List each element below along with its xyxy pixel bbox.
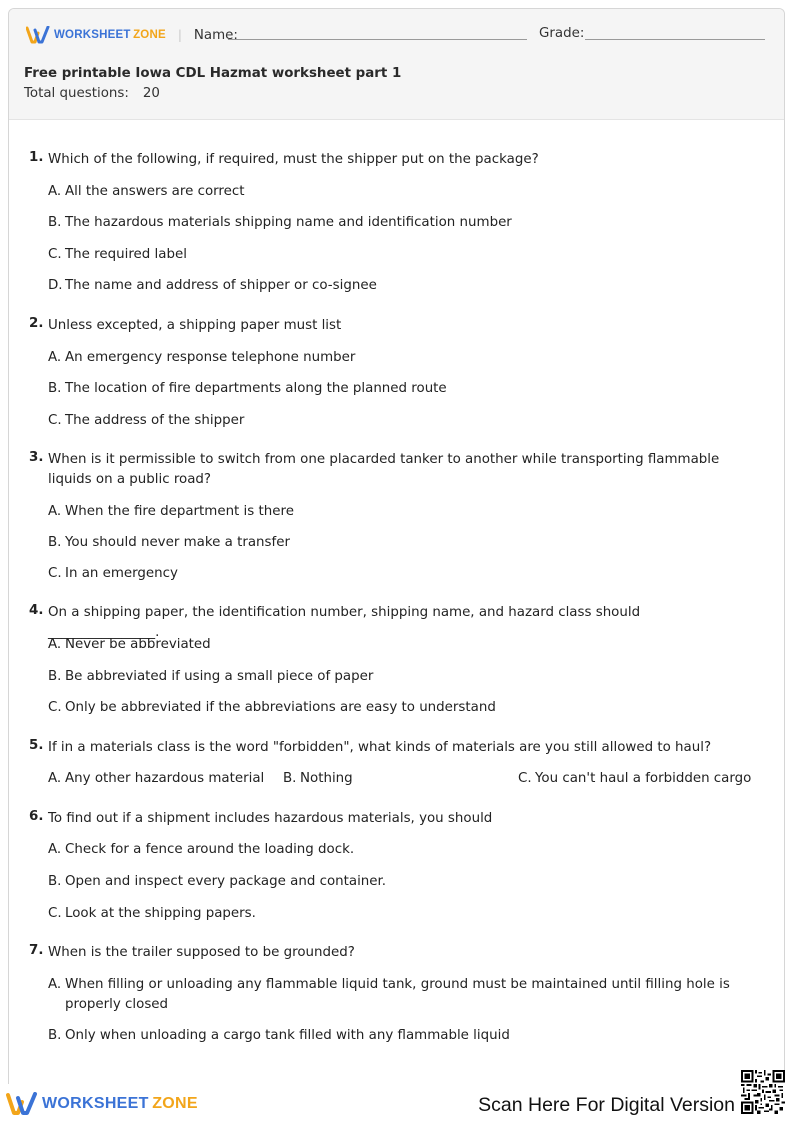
logo-worksheet-text: WORKSHEET <box>54 29 131 41</box>
answer-option[interactable] <box>283 769 503 789</box>
option-text: When the fire department is there <box>65 504 294 519</box>
answer-option[interactable] <box>48 502 748 522</box>
answer-option[interactable] <box>48 564 748 584</box>
option-letter: C. <box>48 413 62 428</box>
worksheet-header <box>9 9 784 120</box>
option-letter: A. <box>48 771 62 786</box>
answer-option[interactable] <box>48 769 278 789</box>
logo-zone-text: ZONE <box>133 29 166 41</box>
question-number: 3. <box>29 450 44 465</box>
question-text: Which of the following, if required, must the shipper put on the package? <box>48 152 539 167</box>
page-footer <box>0 1084 793 1122</box>
answer-option[interactable] <box>48 698 748 718</box>
grade-label: Grade: <box>539 26 585 41</box>
option-letter: B. <box>48 874 62 889</box>
option-letter: B. <box>48 1028 62 1043</box>
option-text: Be abbreviated if using a small piece of paper <box>65 669 374 684</box>
option-text: You should never make a transfer <box>65 535 290 550</box>
question-text: To find out if a shipment includes hazardous materials, you should <box>48 811 493 826</box>
worksheet-page <box>8 8 785 1084</box>
question-number: 5. <box>29 738 44 753</box>
option-letter: B. <box>48 381 62 396</box>
option-letter: D. <box>48 278 63 293</box>
footer-logo-zone-text: ZONE <box>152 1095 198 1112</box>
option-letter: C. <box>48 700 62 715</box>
total-questions <box>24 86 160 101</box>
logo-wordmark <box>54 29 166 41</box>
option-letter: B. <box>283 771 297 786</box>
answer-option[interactable] <box>48 411 748 431</box>
question-number: 7. <box>29 943 44 958</box>
question-text: When is the trailer supposed to be grounded? <box>48 945 355 960</box>
option-text: The required label <box>65 247 187 262</box>
option-letter: A. <box>48 350 62 365</box>
total-questions-value: 20 <box>142 86 160 101</box>
scan-for-digital-text: Scan Here For Digital Version <box>478 1094 735 1116</box>
option-letter: A. <box>48 637 62 652</box>
question-text: Unless excepted, a shipping paper must list <box>48 318 342 333</box>
option-letter: A. <box>48 184 62 199</box>
option-text: Any other hazardous material <box>65 771 265 786</box>
answer-option[interactable] <box>48 379 748 399</box>
answer-option[interactable] <box>518 769 773 789</box>
option-letter: A. <box>48 842 62 857</box>
option-letter: B. <box>48 215 62 230</box>
question-text: On a shipping paper, the identification number, shipping name, and hazard class should ________________. <box>48 605 641 640</box>
answer-option[interactable] <box>48 348 748 368</box>
option-letter: A. <box>48 504 62 519</box>
option-text: Only when unloading a cargo tank filled with any flammable liquid <box>65 1028 510 1043</box>
option-letter: C. <box>48 566 62 581</box>
question-number: 1. <box>29 150 44 165</box>
option-text: The address of the shipper <box>65 413 245 428</box>
qr-code-icon[interactable] <box>741 1070 785 1114</box>
option-text: Open and inspect every package and container. <box>65 874 387 889</box>
option-text: Never be abbreviated <box>65 637 211 652</box>
option-letter: C. <box>518 771 532 786</box>
footer-logo <box>6 1092 198 1116</box>
option-text: Nothing <box>300 771 353 786</box>
answer-option[interactable] <box>48 245 748 265</box>
footer-logo-worksheet-text: WORKSHEET <box>42 1095 149 1112</box>
option-text: The location of fire departments along the planned route <box>65 381 447 396</box>
option-text: Look at the shipping papers. <box>65 906 256 921</box>
option-letter: B. <box>48 535 62 550</box>
answer-option[interactable] <box>48 975 748 1015</box>
question-text: When is it permissible to switch from one placarded tanker to another while transporting flammable liquids on a public road? <box>48 452 720 487</box>
option-text: When filling or unloading any flammable liquid tank, ground must be maintained until filling hole is properly closed <box>65 977 730 1012</box>
answer-option[interactable] <box>48 904 748 924</box>
question-number: 2. <box>29 316 44 331</box>
question-number: 6. <box>29 809 44 824</box>
option-text: The name and address of shipper or co-signee <box>65 278 377 293</box>
question-text: If in a materials class is the word "forbidden", what kinds of materials are you still allowed to haul? <box>48 740 712 755</box>
option-text: Check for a fence around the loading dock. <box>65 842 355 857</box>
answer-option[interactable] <box>48 872 748 892</box>
total-questions-label: Total questions: <box>24 86 129 101</box>
answer-option[interactable] <box>48 213 748 233</box>
answer-option[interactable] <box>48 276 748 296</box>
answer-option[interactable] <box>48 635 748 655</box>
option-text: In an emergency <box>65 566 178 581</box>
header-logo <box>26 26 238 44</box>
option-text: You can't haul a forbidden cargo <box>535 771 752 786</box>
option-text: Only be abbreviated if the abbreviations are easy to understand <box>65 700 496 715</box>
option-text: The hazardous materials shipping name and identification number <box>65 215 512 230</box>
option-letter: C. <box>48 247 62 262</box>
header-separator: | <box>177 28 182 42</box>
grade-field[interactable] <box>585 39 765 40</box>
question-number: 4. <box>29 603 44 618</box>
answer-option[interactable] <box>48 1026 748 1046</box>
option-text: An emergency response telephone number <box>65 350 356 365</box>
worksheet-title: Free printable Iowa CDL Hazmat worksheet part 1 <box>24 66 402 81</box>
name-field[interactable] <box>228 39 527 40</box>
option-letter: B. <box>48 669 62 684</box>
answer-option[interactable] <box>48 840 748 860</box>
footer-logo-wordmark <box>42 1095 198 1113</box>
option-letter: A. <box>48 977 62 992</box>
answer-option[interactable] <box>48 667 748 687</box>
option-letter: C. <box>48 906 62 921</box>
answer-option[interactable] <box>48 182 748 202</box>
option-text: All the answers are correct <box>65 184 245 199</box>
worksheet-zone-logo-icon <box>26 26 50 44</box>
worksheet-zone-logo-icon <box>6 1092 38 1116</box>
name-label: Name: <box>193 27 238 43</box>
answer-option[interactable] <box>48 533 748 553</box>
